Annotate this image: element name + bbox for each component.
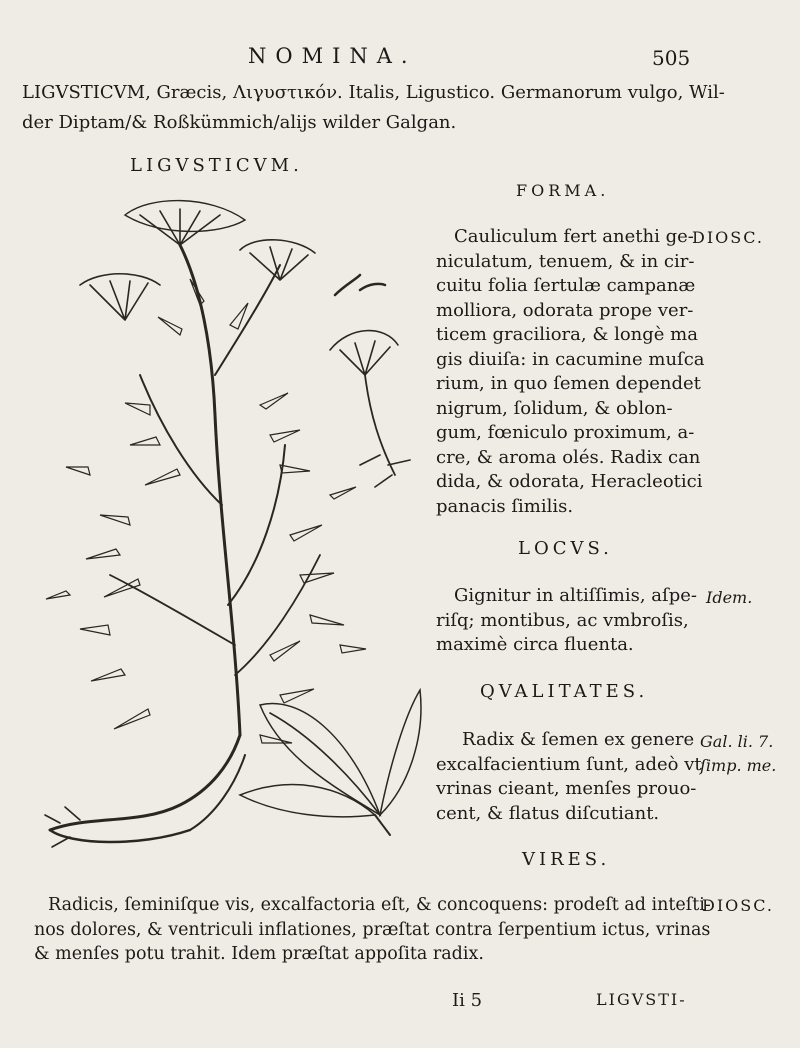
section-heading-forma: FORMA. (516, 181, 610, 200)
margin-note-qualitates-2: ſimp. me. (700, 756, 777, 775)
vires-text (34, 893, 711, 967)
text-line: nos dolores, & ventriculi inflationes, præſtat contra ſerpentium ictus, vrinas (34, 919, 711, 940)
qualitates-text (436, 728, 702, 826)
intro-line: LIGVSTICVM, Græcis, Λιγυστικόν. Italis, Ligustico. Germanorum vulgo, Wil- (22, 82, 725, 103)
signature-mark: Ii 5 (452, 990, 483, 1011)
margin-note-locus: Idem. (706, 588, 753, 607)
page-number: 505 (652, 46, 691, 70)
text-line: vrinas cieant, menſes prouo- (436, 778, 697, 799)
text-line: excalfacientium ſunt, adeò vt (436, 753, 702, 775)
text-line: ticem graciliora, & longè ma (436, 324, 698, 345)
section-heading-locus: LOCVS. (518, 538, 613, 559)
plant-woodcut-illustration (30, 175, 430, 865)
figure-title: LIGVSTICVM. (130, 155, 303, 176)
catchword: LIGVSTI- (596, 990, 687, 1009)
text-line: Gignitur in altiſſimis, aſpe- (454, 585, 697, 606)
text-line: cuitu folia ſertulæ campanæ (436, 275, 696, 296)
text-line: riſq; montibus, ac vmbroſis, (436, 609, 689, 631)
text-line: rium, in quo ſemen dependet (436, 373, 701, 394)
text-line: gis diuiſa: in cacumine muſca (436, 348, 705, 370)
text-line: cre, & aroma olés. Radix can (436, 446, 701, 468)
text-line: Radix & ſemen ex genere (462, 729, 695, 750)
text-line: & menſes potu trahit. Idem præſtat appoſita radix. (34, 944, 484, 964)
text-line: dida, & odorata, Heracleotici (436, 471, 703, 492)
text-line: panacis ſimilis. (436, 495, 574, 517)
margin-note-forma: DIOSC. (692, 228, 764, 247)
section-heading-qualitates: QVALITATES. (480, 681, 649, 702)
text-line: maximè circa fluenta. (436, 634, 634, 655)
running-head: NOMINA. (248, 44, 417, 68)
locus-text (436, 584, 697, 658)
text-line: niculatum, tenuem, & in cir- (436, 250, 695, 272)
intro-line: der Diptam/& Roßkümmich/alijs wilder Galgan. (22, 112, 457, 133)
margin-note-qualitates-1: Gal. li. 7. (700, 732, 774, 751)
text-line: molliora, odorata prope ver- (436, 299, 694, 321)
text-line: nigrum, ſolidum, & oblon- (436, 397, 673, 419)
text-line: Cauliculum fert anethi ge- (454, 226, 694, 247)
intro-paragraph (22, 78, 725, 138)
text-line: gum, fœniculo proximum, a- (436, 422, 695, 443)
text-line: Radicis, ſeminiſque vis, excalfactoria eſt, & concoquens: prodeſt ad inteſti- (48, 895, 711, 915)
margin-note-vires: DIOSC. (702, 896, 774, 915)
section-heading-vires: VIRES. (522, 849, 611, 870)
text-line: cent, & flatus diſcutiant. (436, 802, 660, 824)
forma-text (436, 225, 705, 519)
